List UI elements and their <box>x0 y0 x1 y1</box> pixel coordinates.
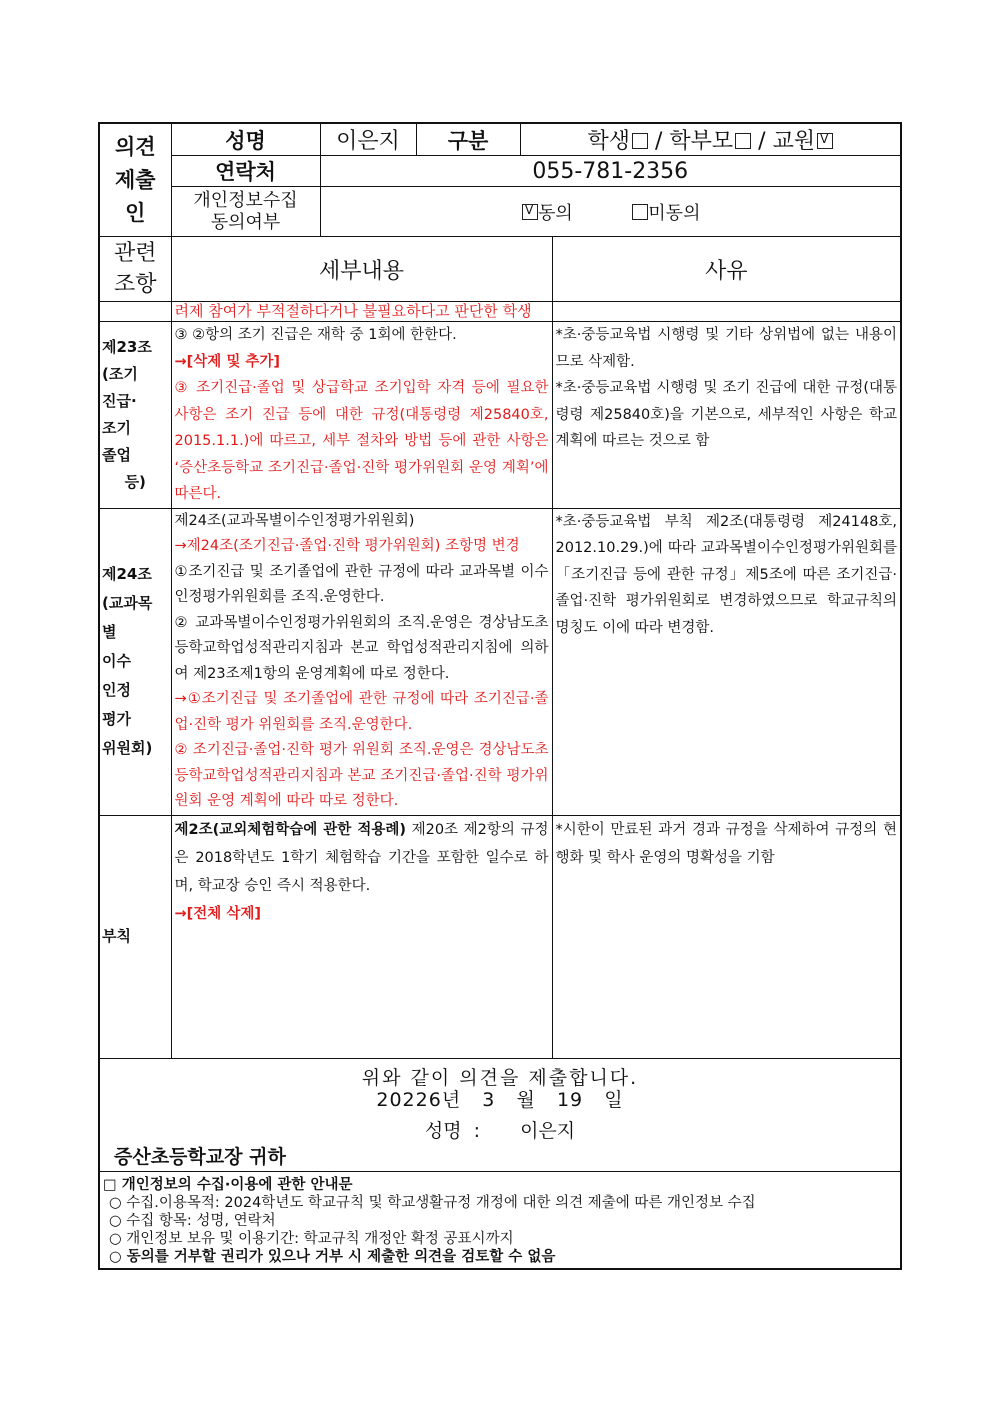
title-change: →제24조(조기진급·졸업·진학 평가위원회) 조항명 변경 <box>174 538 520 554</box>
article-23-details <box>171 322 552 509</box>
supplementary-text: 제20조 제2항의 규정은 2018학년도 1학기 체험학습 기간을 포함한 일수로 하며, 학교장 승인 즉시 적용한다. <box>174 821 549 894</box>
signer-name[interactable]: 이은지 <box>520 1119 576 1142</box>
related-article-header: 관련 조항 <box>99 237 171 302</box>
name-label: 성명 <box>171 123 320 156</box>
privacy-item: ○ 수집 항목: 성명, 연락처 <box>109 1212 276 1229</box>
article-23: 제23조 (조기 진급· 조기 졸업 등) <box>99 322 171 509</box>
closing-statement: 위와 같이 의견을 제출합니다. <box>361 1066 639 1089</box>
supplementary-details <box>171 815 552 1058</box>
category-student[interactable]: 학생 <box>587 129 648 154</box>
consent-options <box>320 187 901 237</box>
submitter-section-label: 의견 제출 인 <box>99 123 171 237</box>
details-header: 세부내용 <box>171 237 552 302</box>
reason-header: 사유 <box>552 237 901 302</box>
opinion-table <box>98 122 902 1270</box>
contact-value[interactable]: 055-781-2356 <box>320 156 901 187</box>
revised-clause-2: ② 조기진급·졸업·진학 평가 위원회 조직.운영은 경상남도초등학교학업성적관리지침과 본교 조기진급·졸업·진학 평가위원회 운영 계획에 따라 따로 정한다. <box>174 742 549 809</box>
reason-cell-empty <box>552 302 901 322</box>
consent-label: 개인정보수집 동의여부 <box>171 187 320 237</box>
original-clause-2: ② 교과목별이수인정평가위원회의 조직.운영은 경상남도초등학교학업성적관리지침과 본교 학업성적관리지침에 의하여 제23조제1항의 운영계획에 따로 정한다. <box>174 614 549 682</box>
article-cell-empty <box>99 302 171 322</box>
supplementary-title: 제2조(교외체험학습에 관한 적용례) <box>174 821 406 838</box>
supplementary-reason: *시한이 만료된 과거 경과 규정을 삭제하여 규정의 현행화 및 학사 운영의 명확성을 기함 <box>552 815 901 1058</box>
closing-date: 20226년 3 월 19 일 <box>376 1088 624 1111</box>
privacy-item: ○ 개인정보 보유 및 이용기간: 학교규칙 개정안 확정 공표시까지 <box>109 1230 514 1247</box>
teacher-checkbox-checked[interactable] <box>817 133 833 149</box>
agree-checkbox-checked[interactable] <box>522 204 538 220</box>
category-parent[interactable]: 학부모 <box>669 129 751 154</box>
privacy-title: □ 개인정보의 수집·이용에 관한 안내문 <box>103 1176 353 1193</box>
article-24-details <box>171 508 552 815</box>
revised-clause-1: →①조기진급 및 조기졸업에 관한 규정에 따라 조기진급·졸업·진학 평가 위원회를 조직.운영한다. <box>174 691 549 733</box>
category-options <box>520 123 901 156</box>
opinion-form <box>98 122 900 1270</box>
privacy-notice <box>99 1171 901 1269</box>
closing-section <box>99 1058 901 1171</box>
article-24-reason: *초·중등교육법 부칙 제2조(대통령령 제24148호, 2012.10.29.)에 따라 교과목별이수인정평가위원회를「조기진급 등에 관한 규정」제5조에 따른 조기진급·졸업·진학 평가위원회로 변경하였으므로 학교규칙의 명칭도 이에 따라 변경함. <box>552 508 901 815</box>
recipient: 증산초등학교장 귀하 <box>114 1145 286 1168</box>
consent-disagree[interactable]: 미동의 <box>630 203 700 224</box>
supplementary-article: 부칙 <box>99 815 171 1058</box>
original-text: ③ ②항의 조기 진급은 재학 중 1회에 한한다. <box>174 327 457 343</box>
name-value[interactable]: 이은지 <box>320 123 416 156</box>
privacy-item: ○ 수집.이용목적: 2024학년도 학교규칙 및 학교생활규정 개정에 대한 의견 제출에 따른 개인정보 수집 <box>109 1194 756 1211</box>
privacy-item: ○ 동의를 거부할 권리가 있으나 거부 시 제출한 의견을 검토할 수 없음 <box>109 1248 556 1265</box>
details-cell: 려제 참여가 부적절하다거나 불필요하다고 판단한 학생 <box>171 302 552 322</box>
original-title: 제24조(교과목별이수인정평가위원회) <box>174 512 415 529</box>
parent-checkbox[interactable] <box>735 133 751 149</box>
separator: / <box>758 129 766 154</box>
category-teacher[interactable]: 교원V <box>773 129 834 154</box>
revised-text: ③ 조기진급·졸업 및 상급학교 조기입학 자격 등에 필요한 사항은 조기 진급 등에 대한 규정(대통령령 제25840호, 2015.1.1.)에 따르고, 세부 절차와 방법 등에 관한 사항은 ‘증산초등학교 조기진급·졸업·진학 평가위원회 운영 계획’에 따른다. <box>174 380 549 502</box>
student-checkbox[interactable] <box>632 133 648 149</box>
signer: 성명 : 이은지 <box>424 1119 576 1142</box>
change-marker: →[삭제 및 추가] <box>174 353 281 370</box>
category-label: 구분 <box>416 123 520 156</box>
contact-label: 연락처 <box>171 156 320 187</box>
article-23-reason: *초·중등교육법 시행령 및 기타 상위법에 없는 내용이므로 삭제함. *초·중등교육법 시행령 및 조기 진급에 대한 규정(대통령령 제25840호)을 기본으로, 세부적인 사항은 학교 계획에 따르는 것으로 함 <box>552 322 901 509</box>
consent-agree[interactable]: V 동의 <box>520 203 573 224</box>
disagree-checkbox[interactable] <box>632 204 648 220</box>
delete-marker: →[전체 삭제] <box>174 905 261 922</box>
article-24: 제24조 (교과목 별 이수 인정 평가 위원회) <box>99 508 171 815</box>
separator: / <box>654 129 663 154</box>
original-clause-1: ①조기진급 및 조기졸업에 관한 규정에 따라 교과목별 이수인정평가위원회를 조직.운영한다. <box>174 563 549 605</box>
